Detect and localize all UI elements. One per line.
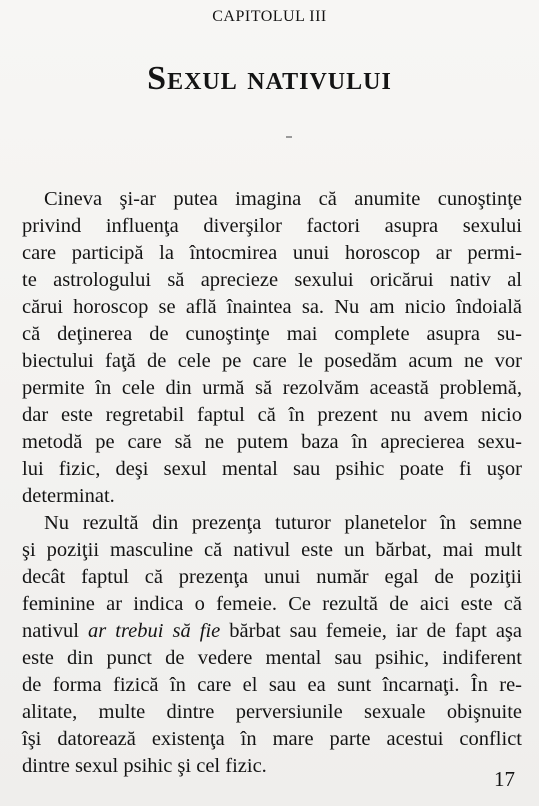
- text-line: dar este regretabil faptul că în prezent nu avem nicio: [22, 404, 522, 426]
- text-line: permite în cele din urmă să rezolvăm această problemă,: [22, 377, 522, 399]
- chapter-title: Sexul nativului: [147, 60, 392, 97]
- text-line: de forma fizică în care el sau ea sunt încarnaţi. În re-: [22, 674, 522, 696]
- text-line: care participă la întocmirea unui horoscop ar permi-: [22, 242, 522, 264]
- text-line: cărui horoscop se află înaintea sa. Nu am nicio îndoială: [22, 296, 522, 318]
- text-run: nativul: [22, 620, 88, 642]
- text-line: metodă pe care să ne putem baza în aprecierea sexu-: [22, 431, 522, 453]
- page-number: 17: [494, 767, 515, 791]
- chapter-body: [22, 186, 522, 780]
- paragraph-1: [22, 186, 522, 510]
- text-line: feminine ar indica o femeie. Ce rezultă de aici este că: [22, 593, 522, 615]
- text-line: Nu rezultă din prezenţa tuturor planetelor în semne: [44, 512, 522, 534]
- text-line: decât faptul că prezenţa unui număr egal de poziţii: [22, 566, 522, 588]
- text-line: că deţinerea de cunoştinţe mai complete asupra su-: [22, 323, 522, 345]
- text-line: alitate, multe dintre perversiunile sexuale obişnuite: [22, 701, 522, 723]
- text-line: dintre sexul psihic şi cel fizic.: [22, 755, 267, 777]
- text-line: este din punct de vedere mental sau psihic, indiferent: [22, 647, 522, 669]
- decorative-mark: [286, 136, 292, 138]
- text-line: te astrologului să aprecieze sexului oricărui nativ al: [22, 269, 522, 291]
- text-line: privind influenţa diverşilor factori asupra sexului: [22, 215, 522, 237]
- text-line: Cineva şi-ar putea imagina că anumite cunoştinţe: [44, 188, 522, 210]
- emphasized-phrase: ar trebui să fie: [87, 620, 221, 642]
- text-line: şi poziţii masculine că nativul este un bărbat, mai mult: [22, 539, 522, 561]
- text-line: biectului faţă de cele pe care le posedăm acum ne vor: [22, 350, 522, 372]
- text-run: bărbat sau femeie, iar de fapt aşa: [220, 620, 523, 642]
- text-line: determinat.: [22, 485, 115, 507]
- paragraph-2: [22, 510, 522, 780]
- text-line: lui fizic, deşi sexul mental sau psihic poate fi uşor: [22, 458, 522, 480]
- text-line-with-emphasis: [22, 618, 522, 645]
- chapter-label: CAPITOLUL III: [212, 8, 327, 25]
- text-line: îşi datorează existenţa în mare parte acestui conflict: [22, 728, 522, 750]
